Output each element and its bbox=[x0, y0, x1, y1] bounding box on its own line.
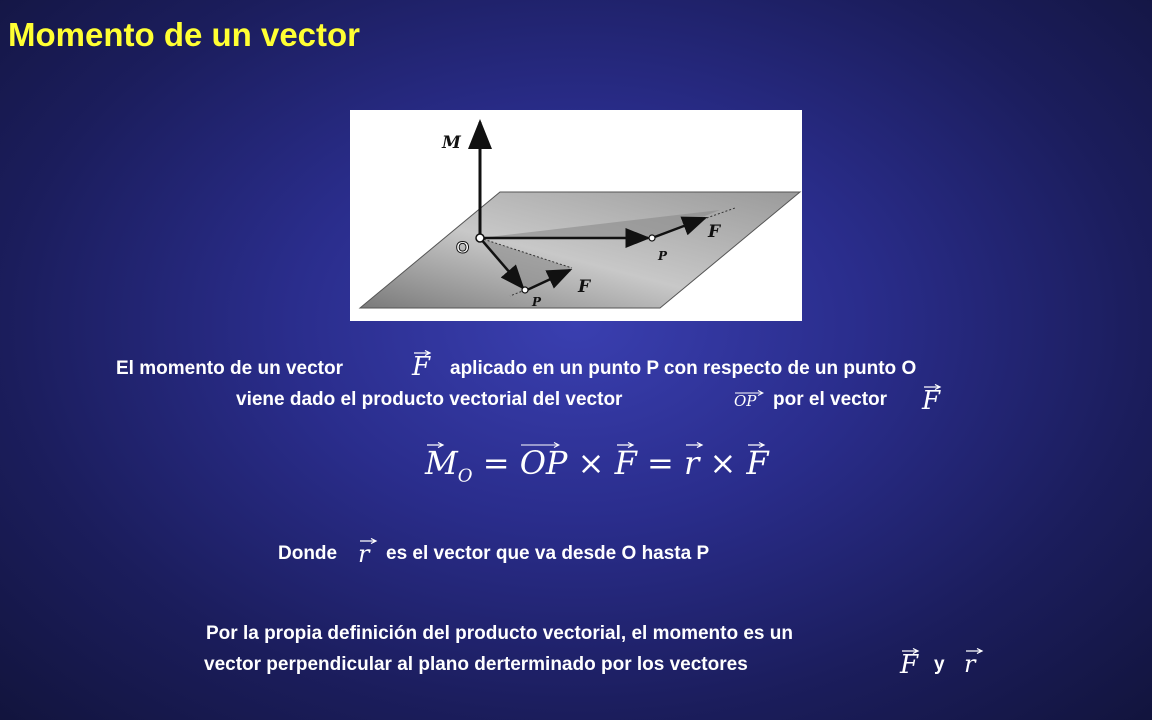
vector-f-symbol-1: F bbox=[412, 352, 431, 382]
slide-title: Momento de un vector bbox=[8, 16, 361, 53]
vector-r-symbol-2: r bbox=[964, 650, 975, 678]
eq-f2-vector: F bbox=[746, 444, 769, 482]
p2-start: Donde bbox=[278, 543, 338, 564]
p1-line2-start: viene dado el producto vectorial del vector bbox=[236, 389, 623, 410]
eq-times-2: × bbox=[709, 444, 737, 482]
p1-line1-start: El momento de un vector bbox=[116, 358, 343, 379]
label-m: M bbox=[442, 133, 461, 153]
vector-op-symbol: OP bbox=[734, 392, 756, 410]
p1-line1-end: aplicado en un punto P con respecto de un punto O bbox=[450, 358, 917, 379]
eq-equals-1: = bbox=[482, 444, 510, 482]
moment-diagram bbox=[350, 110, 802, 321]
label-p-right: P bbox=[658, 249, 668, 263]
eq-r-vector: r bbox=[684, 444, 699, 482]
point-p-right bbox=[649, 235, 655, 241]
point-o bbox=[476, 234, 484, 242]
eq-equals-2: = bbox=[646, 444, 674, 482]
vector-f-symbol-2: F bbox=[922, 386, 941, 416]
vector-f-symbol-3: F bbox=[900, 650, 919, 680]
label-f-right: F bbox=[708, 222, 721, 242]
p2-end: es el vector que va desde O hasta P bbox=[386, 543, 710, 564]
eq-moment-vector: M bbox=[425, 444, 458, 482]
vector-r-symbol-1: r bbox=[358, 540, 369, 568]
p1-line2-end: por el vector bbox=[773, 389, 888, 410]
label-f-bottom: F bbox=[578, 277, 591, 297]
eq-subscript-o: O bbox=[457, 465, 473, 487]
eq-times-1: × bbox=[577, 444, 605, 482]
eq-f-vector: F bbox=[614, 444, 637, 482]
moment-equation bbox=[425, 444, 769, 486]
point-p-bottom bbox=[522, 287, 528, 293]
label-o: O bbox=[456, 238, 470, 257]
p3-line1: Por la propia definición del producto vectorial, el momento es un bbox=[206, 623, 793, 644]
eq-op-vector: OP bbox=[519, 444, 568, 482]
label-p-bottom: P bbox=[532, 295, 542, 309]
p3-line2-start: vector perpendicular al plano derterminado por los vectores bbox=[204, 654, 748, 675]
p3-line2-y: y bbox=[934, 654, 945, 675]
